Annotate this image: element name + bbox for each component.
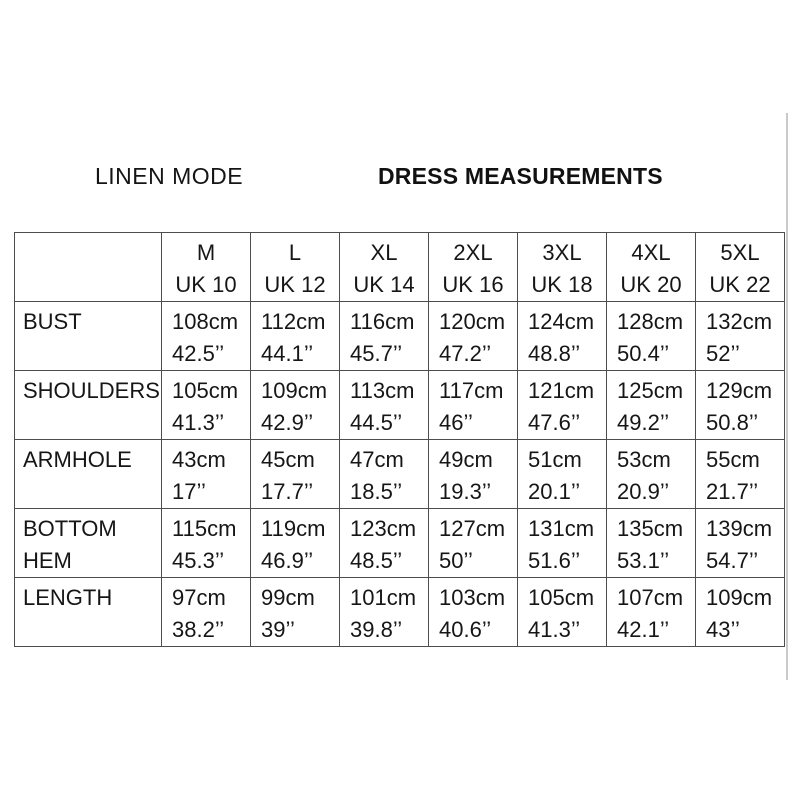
inch-value: 40.6’’ <box>439 617 492 642</box>
inch-value: 48.8’’ <box>528 341 581 366</box>
row-label: LENGTH <box>15 578 162 647</box>
inch-value: 45.3’’ <box>172 548 225 573</box>
measurement-cell <box>162 440 251 509</box>
cm-value: 97cm <box>172 585 226 610</box>
measurement-cell <box>429 440 518 509</box>
inch-value: 39.8’’ <box>350 617 403 642</box>
measurement-cell <box>518 440 607 509</box>
inch-value: 18.5’’ <box>350 479 403 504</box>
inch-value: 44.5’’ <box>350 410 403 435</box>
brand-title: LINEN MODE <box>95 163 244 189</box>
table-row-bottom-hem <box>15 509 785 578</box>
uk-size-label: UK 18 <box>531 272 593 297</box>
inch-value: 20.1’’ <box>528 479 581 504</box>
measurement-cell <box>162 302 251 371</box>
measurement-cell <box>251 302 340 371</box>
uk-size-label: UK 12 <box>264 272 326 297</box>
cm-value: 101cm <box>350 585 417 610</box>
measurement-cell <box>251 440 340 509</box>
size-label: L <box>288 240 302 265</box>
cm-value: 119cm <box>261 516 326 541</box>
corner-cell <box>15 233 162 302</box>
cm-value: 99cm <box>261 585 315 610</box>
header-bar <box>0 163 800 193</box>
cm-value: 43cm <box>172 447 226 472</box>
measurement-cell <box>251 578 340 647</box>
cm-value: 103cm <box>439 585 506 610</box>
measurement-cell <box>607 578 696 647</box>
scan-edge-line <box>786 113 788 680</box>
size-label: 3XL <box>542 240 582 265</box>
cm-value: 113cm <box>350 378 415 403</box>
header-row <box>15 233 785 302</box>
inch-value: 43’’ <box>706 617 740 642</box>
uk-size-label: UK 16 <box>442 272 504 297</box>
inch-value: 46’’ <box>439 410 473 435</box>
cm-value: 105cm <box>172 378 239 403</box>
measurement-cell <box>518 509 607 578</box>
inch-value: 50.4’’ <box>617 341 670 366</box>
size-label: 4XL <box>631 240 671 265</box>
cm-value: 139cm <box>706 516 773 541</box>
cm-value: 127cm <box>439 516 506 541</box>
measurement-cell <box>607 302 696 371</box>
measurements-table <box>14 232 785 647</box>
cm-value: 120cm <box>439 309 506 334</box>
inch-value: 50.8’’ <box>706 410 759 435</box>
inch-value: 17.7’’ <box>261 479 314 504</box>
column-header-3xl <box>518 233 607 302</box>
measurement-cell <box>429 509 518 578</box>
measurement-cell <box>340 509 429 578</box>
column-header-xl <box>340 233 429 302</box>
inch-value: 19.3’’ <box>439 479 492 504</box>
table-row-armhole <box>15 440 785 509</box>
inch-value: 20.9’’ <box>617 479 670 504</box>
row-label: BOTTOM HEM <box>15 509 162 578</box>
measurement-cell <box>162 509 251 578</box>
cm-value: 109cm <box>706 585 773 610</box>
measurement-cell <box>696 302 785 371</box>
cm-value: 105cm <box>528 585 595 610</box>
measurement-cell <box>340 371 429 440</box>
measurement-cell <box>251 509 340 578</box>
cm-value: 132cm <box>706 309 773 334</box>
row-label: ARMHOLE <box>15 440 162 509</box>
uk-size-label: UK 10 <box>175 272 237 297</box>
inch-value: 53.1’’ <box>617 548 670 573</box>
inch-value: 39’’ <box>261 617 295 642</box>
cm-value: 135cm <box>617 516 684 541</box>
column-header-4xl <box>607 233 696 302</box>
cm-value: 55cm <box>706 447 760 472</box>
column-header-l <box>251 233 340 302</box>
size-label: M <box>196 240 216 265</box>
measurement-cell <box>607 371 696 440</box>
measurement-cell <box>340 440 429 509</box>
inch-value: 47.6’’ <box>528 410 581 435</box>
inch-value: 54.7’’ <box>706 548 759 573</box>
column-header-2xl <box>429 233 518 302</box>
cm-value: 49cm <box>439 447 493 472</box>
column-header-m <box>162 233 251 302</box>
inch-value: 46.9’’ <box>261 548 314 573</box>
measurement-cell <box>518 371 607 440</box>
measurement-cell <box>162 578 251 647</box>
row-label: SHOULDERS <box>15 371 162 440</box>
inch-value: 47.2’’ <box>439 341 492 366</box>
cm-value: 121cm <box>528 378 595 403</box>
cm-value: 129cm <box>706 378 773 403</box>
cm-value: 107cm <box>617 585 684 610</box>
inch-value: 52’’ <box>706 341 740 366</box>
size-label: XL <box>370 240 398 265</box>
table-row-length <box>15 578 785 647</box>
cm-value: 117cm <box>439 378 504 403</box>
inch-value: 38.2’’ <box>172 617 225 642</box>
measurement-cell <box>429 371 518 440</box>
inch-value: 48.5’’ <box>350 548 403 573</box>
cm-value: 124cm <box>528 309 595 334</box>
cm-value: 108cm <box>172 309 239 334</box>
inch-value: 50’’ <box>439 548 473 573</box>
cm-value: 116cm <box>350 309 415 334</box>
cm-value: 131cm <box>528 516 595 541</box>
inch-value: 44.1’’ <box>261 341 314 366</box>
measurement-cell <box>340 302 429 371</box>
inch-value: 41.3’’ <box>172 410 225 435</box>
size-label: 2XL <box>453 240 493 265</box>
inch-value: 41.3’’ <box>528 617 581 642</box>
measurement-cell <box>251 371 340 440</box>
inch-value: 17’’ <box>172 479 206 504</box>
size-label: 5XL <box>720 240 760 265</box>
cm-value: 53cm <box>617 447 671 472</box>
inch-value: 42.5’’ <box>172 341 225 366</box>
row-label: BUST <box>15 302 162 371</box>
inch-value: 49.2’’ <box>617 410 670 435</box>
measurement-cell <box>607 440 696 509</box>
column-header-5xl <box>696 233 785 302</box>
cm-value: 112cm <box>261 309 326 334</box>
cm-value: 123cm <box>350 516 417 541</box>
table-row-bust <box>15 302 785 371</box>
cm-value: 109cm <box>261 378 328 403</box>
cm-value: 128cm <box>617 309 684 334</box>
inch-value: 21.7’’ <box>706 479 759 504</box>
uk-size-label: UK 22 <box>709 272 771 297</box>
measurement-cell <box>696 371 785 440</box>
measurement-cell <box>340 578 429 647</box>
measurement-cell <box>518 302 607 371</box>
cm-value: 51cm <box>528 447 582 472</box>
measurement-cell <box>696 578 785 647</box>
inch-value: 51.6’’ <box>528 548 581 573</box>
cm-value: 45cm <box>261 447 315 472</box>
measurement-cell <box>696 440 785 509</box>
table-row-shoulders <box>15 371 785 440</box>
cm-value: 47cm <box>350 447 404 472</box>
inch-value: 45.7’’ <box>350 341 403 366</box>
measurement-cell <box>429 302 518 371</box>
measurement-cell <box>607 509 696 578</box>
inch-value: 42.9’’ <box>261 410 314 435</box>
measurement-cell <box>429 578 518 647</box>
inch-value: 42.1’’ <box>617 617 670 642</box>
cm-value: 115cm <box>172 516 237 541</box>
measurement-cell <box>518 578 607 647</box>
cm-value: 125cm <box>617 378 684 403</box>
page-title: DRESS MEASUREMENTS <box>378 163 663 189</box>
uk-size-label: UK 14 <box>353 272 415 297</box>
measurement-cell <box>162 371 251 440</box>
measurement-cell <box>696 509 785 578</box>
uk-size-label: UK 20 <box>620 272 682 297</box>
